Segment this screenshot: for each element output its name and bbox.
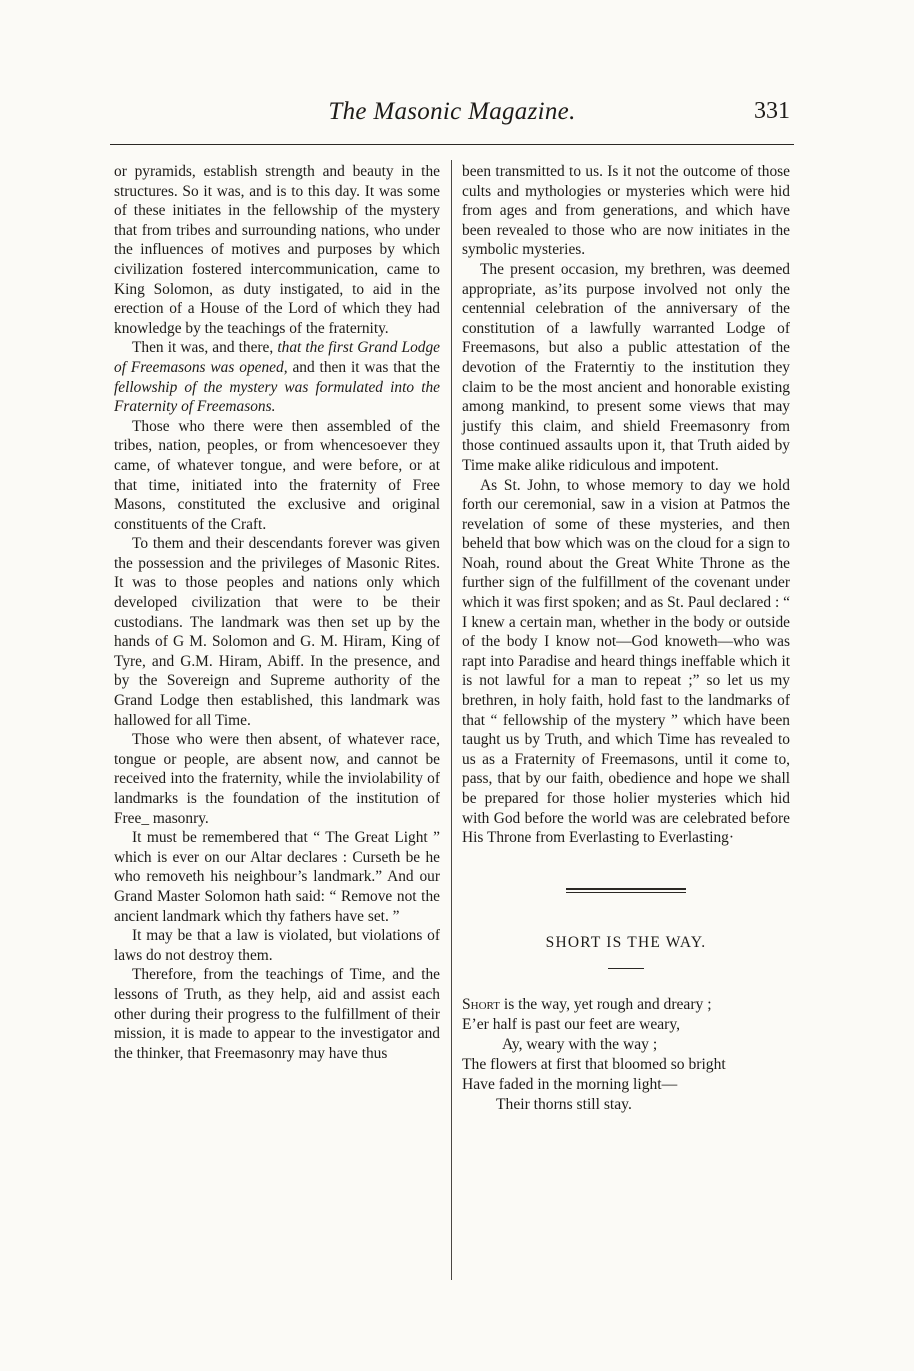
paragraph: It must be remembered that “ The Great Light ” which is ever on our Altar declares : Curseth be he who removeth his neighbour’s landmark.” And our Grand Master Solomon hath said: “ Remove not the ancient landmark which thy fathers have set. ” — [114, 829, 440, 925]
paragraph: Those who there were then assembled of the tribes, nation, peoples, or from whencesoever they came, of whatever tongue, and were before, or at that time, initiated into the fraternity of Free Masons, constituted the exclusive and original constituents of the Craft. — [114, 417, 440, 533]
poem-first-word: Short — [462, 996, 500, 1014]
poem-line: Have faded in the morning light— — [462, 1076, 678, 1094]
paragraph: or pyramids, establish strength and beauty in the structures. So it was, and is to this day. It was some of these initiates in the fellowship of the mystery that from tribes and surrounding nations, who under the influences of motives and purposes by which civilization fostered intercommunication, came to King Solomon, as duty instigated, to aid in the erection of a House of the Lord of which they had knowledge by the teachings of the fraternity. — [114, 163, 440, 337]
poem-line: Ay, weary with the way ; — [502, 1036, 658, 1054]
poem-line: Short is the way, yet rough and dreary ; — [462, 996, 712, 1014]
poem-line: Their thorns still stay. — [496, 1096, 632, 1114]
paragraph: As St. John, to whose memory to day we hold forth our ceremonial, saw in a vision at Patmos the revelation of some of these mysteries, and then beheld that bow which was on the cloud for a sign to Noah, round about the Great White Throne as the further sign of the fulfillment of the covenant under which it was first spoken; and as St. Paul declared : “ I knew a certain man, whether in the body or outside of the body I know not—God knoweth—who was rapt into Paradise and heard things ineffable which it is not lawful for a man to repeat ;” so let us my brethren, in holy faith, hold fast to the landmarks of that “ fellowship of the mystery ” which have been taught us by Truth, and which Time has revealed to us as a Fraternity of Freemasons, until it come to, pass, that by our faith, obedience and hope we shall be prepared for those holier mysteries which hid with God before the world was are celebrated before His Throne from Everlasting to Everlasting· — [462, 476, 790, 847]
paragraph: It may be that a law is violated, but violations of laws do not destroy them. — [114, 927, 440, 964]
left-column — [114, 162, 440, 1063]
paragraph: To them and their descendants forever was given the possession and the privileges of Masonic Rites. It was to those peoples and nations only which developed civilization that were to be their custodians. The landmark was then set up by the hands of G M. Solomon and G. M. Hiram, King of Tyre, and G.M. Hiram, Abiff. In the presence, and by the Sovereign and Supreme authority of the Grand Lodge then established, this landmark was hallowed for all Time. — [114, 535, 440, 729]
paragraph: The present occasion, my brethren, was deemed appropriate, as’its purpose involved not only the centennial celebration of the anniversary of the constitution of a lawfully warranted Lodge of Freemasons, but also a public attestation of the devotion of the Fraterntiy to the institution they claim to be the most ancient and honorable existing among mankind, to present some views that may justify this claim, and shield Freemasonry from those continued assaults upon it, that Truth aided by Time make alike ridiculous and impotent. — [462, 260, 790, 474]
header-rule — [110, 144, 794, 145]
page-header — [110, 88, 794, 148]
paragraph: Therefore, from the teachings of Time, and the lessons of Truth, as they help, aid and assist each other during their progress to the fulfillment of their mission, it is made to appear to the investigator and the thinker, that Freemasonry may have thus — [114, 966, 440, 1062]
poem-line: E’er half is past our feet are weary, — [462, 1016, 681, 1034]
right-column — [462, 162, 790, 1115]
poem-line: The flowers at first that bloomed so bright — [462, 1056, 726, 1074]
poem-title: SHORT IS THE WAY. — [545, 933, 707, 951]
ornamental-rule — [566, 888, 686, 893]
paragraph: Then it was, and there, that the first Grand Lodge of Freemasons was opened, and then it was that the fellowship of the mystery was formulated into the Fraternity of Freemasons. — [114, 339, 441, 416]
title-rule — [608, 968, 644, 969]
page-number: 331 — [754, 98, 790, 124]
column-divider — [451, 160, 452, 1280]
paragraph: Those who were then absent, of whatever race, tongue or people, are absent now, and cannot be received into the fraternity, while the inviolability of landmarks is the foundation of the institution of Free_ masonry. — [114, 731, 440, 827]
italic-phrase: fellowship of the mystery was formulated into the Fraternity of Freemasons. — [114, 378, 440, 416]
poem — [462, 995, 790, 1115]
paragraph: been transmitted to us. Is it not the outcome of those cults and mythologies or mysteries which were hid from ages and from generations, and which have been revealed to those who are now initiates in the symbolic mysteries. — [462, 163, 790, 259]
magazine-title: The Masonic Magazine. — [328, 98, 576, 125]
italic-phrase: that the first Grand Lodge of Freemasons was opened, — [114, 339, 441, 376]
